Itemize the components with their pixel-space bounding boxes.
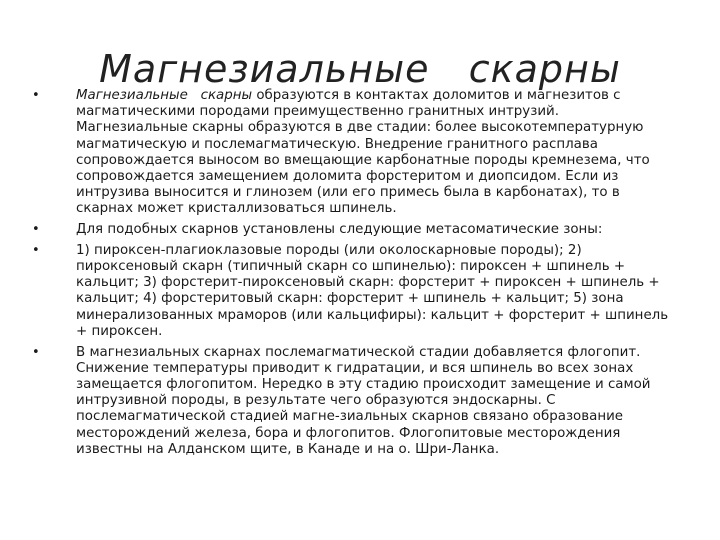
bullet-item — [32, 88, 672, 218]
bullet-dot-icon: • — [32, 222, 40, 238]
bullet-dot-icon: • — [32, 242, 40, 258]
bullet-text: В магнезиальных скарнах послемагматической стадии добавляется флогопит. Снижение температуры приводит к гидратации, и вся шпинель во всех зонах замещается флогопитом. Нередко в эту стадию происходит замещение и самой интрузивной породы, в результате чего образуются эндоскарны. С послемагматической стадией магне-зиальных скарнов связано образование месторождений железа, бора и флогопитов. Флогопитовые месторождения известны на Алданском щите, в Канаде и на о. Шри-Ланка. — [76, 344, 651, 457]
bullet-text: 1) пироксен-плагиоклазовые породы (или околоскарновые породы); 2) пироксеновый скарн (типичный скарн со шпинелью): пироксен + шпинель + кальцит; 3) форстерит-пироксеновый скарн: форстерит + пироксен + шпинель + кальцит; 4) форстеритовый скарн: форстерит + шпинель + кальцит; 5) зона минерализованных мраморов (или кальцифиры): кальцит + форстерит + шпинель + пироксен. — [76, 242, 669, 339]
bullet-lead-italic: Магнезиальные скарны — [76, 88, 253, 103]
bullet-dot-icon: • — [32, 88, 40, 103]
bullet-item — [32, 345, 672, 458]
bullet-text: образуются в контактах доломитов и магнезитов с магматическими породами преимущественно гранитных интрузий. Магнезиальные скарны образуются в две стадии: более высокотемпературную магматическую и послемагматическую. Внедрение гранитного расплава сопровождается выносом во вмещающие карбонатные породы кремнезема, что сопровождается замещением доломита форстеритом и диопсидом. Если из интрузива выносится и глинозем (или его примесь была в карбонатах), то в скарнах может кристаллизоваться шпинель. — [76, 88, 650, 217]
bullet-list — [32, 88, 672, 462]
bullet-text: Для подобных скарнов установлены следующие метасоматические зоны: — [76, 222, 603, 238]
bullet-dot-icon: • — [32, 344, 40, 360]
slide-title: Магнезиальные скарны — [99, 47, 621, 92]
bullet-item — [32, 243, 672, 340]
bullet-item — [32, 222, 672, 238]
